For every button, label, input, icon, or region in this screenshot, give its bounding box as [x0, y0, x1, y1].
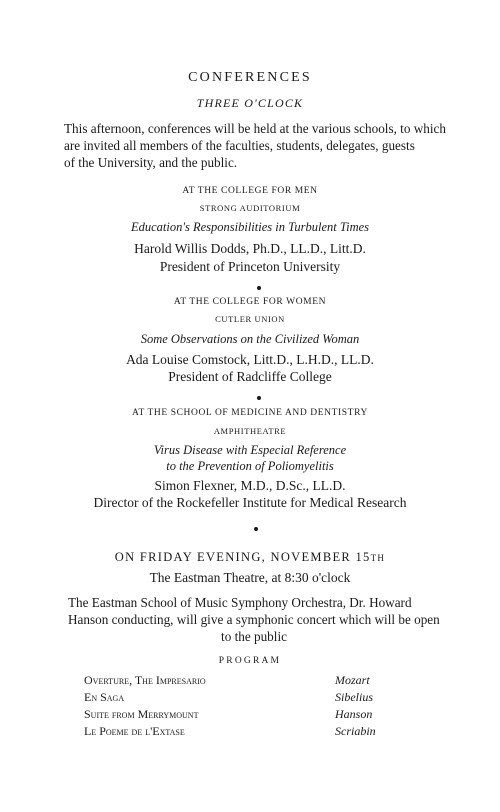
- program-heading: PROGRAM: [218, 656, 282, 666]
- conference-topic: Virus Disease with Especial Reference: [153, 443, 347, 457]
- program-item-title: En Saga: [84, 690, 125, 704]
- evening-line: The Eastman School of Music Symphony Orchestra, Dr. Howard: [68, 595, 412, 610]
- intro-line: are invited all members of the faculties, students, delegates, guests: [64, 138, 415, 153]
- evening-location: The Eastman Theatre, at 8:30 o'clock: [149, 570, 351, 585]
- evening-heading-main: ON FRIDAY EVENING, NOVEMBER 15: [114, 550, 371, 564]
- conference-venue: STRONG AUDITORIUM: [199, 203, 301, 213]
- evening-heading-suffix: TH: [370, 553, 386, 563]
- separator-dot: [257, 396, 261, 400]
- conference-speaker: Ada Louise Comstock, Litt.D., L.H.D., LL.D.: [126, 352, 374, 367]
- conference-affiliation: Director of the Rockefeller Institute for Medical Research: [93, 495, 407, 510]
- intro-paragraph: [64, 120, 456, 171]
- program-item-composer: Hanson: [335, 707, 373, 721]
- program-item-title: Suite from Merrymount: [84, 707, 199, 721]
- evening-line: to the public: [221, 629, 287, 644]
- evening-line: Hanson conducting, will give a symphonic concert which will be open: [68, 612, 440, 627]
- conference-topic: Some Observations on the Civilized Woman: [140, 332, 360, 346]
- conference-topic: Education's Responsibilities in Turbulent Times: [130, 220, 370, 234]
- separator-dot: [254, 527, 258, 531]
- conference-school: AT THE COLLEGE FOR MEN: [182, 186, 318, 196]
- time-subtitle: THREE O'CLOCK: [196, 96, 304, 110]
- conference-venue: CUTLER UNION: [215, 314, 285, 324]
- program-item-composer: Sibelius: [335, 690, 373, 704]
- program-item-composer: Mozart: [335, 673, 370, 687]
- program-item-title: Le Poeme de l'Extase: [84, 724, 185, 738]
- intro-line: of the University, and the public.: [64, 155, 238, 170]
- conference-topic: to the Prevention of Poliomyelitis: [166, 459, 334, 473]
- program-item-title: Overture, The Impresario: [84, 673, 206, 687]
- conference-affiliation: President of Radcliffe College: [168, 369, 332, 384]
- conference-school: AT THE COLLEGE FOR WOMEN: [173, 297, 327, 307]
- conference-affiliation: President of Princeton University: [159, 259, 341, 274]
- conference-school: AT THE SCHOOL OF MEDICINE AND DENTISTRY: [132, 408, 368, 418]
- evening-paragraph: [68, 594, 440, 645]
- evening-heading: [0, 550, 500, 565]
- conference-speaker: Simon Flexner, M.D., D.Sc., LL.D.: [154, 478, 346, 493]
- intro-line: This afternoon, conferences will be held at the various schools, to which: [64, 121, 446, 136]
- page-title: CONFERENCES: [188, 70, 312, 85]
- program-item-composer: Scriabin: [335, 724, 376, 738]
- conference-speaker: Harold Willis Dodds, Ph.D., LL.D., Litt.D.: [134, 241, 366, 256]
- conference-venue: AMPHITHEATRE: [213, 426, 287, 436]
- separator-dot: [257, 286, 261, 290]
